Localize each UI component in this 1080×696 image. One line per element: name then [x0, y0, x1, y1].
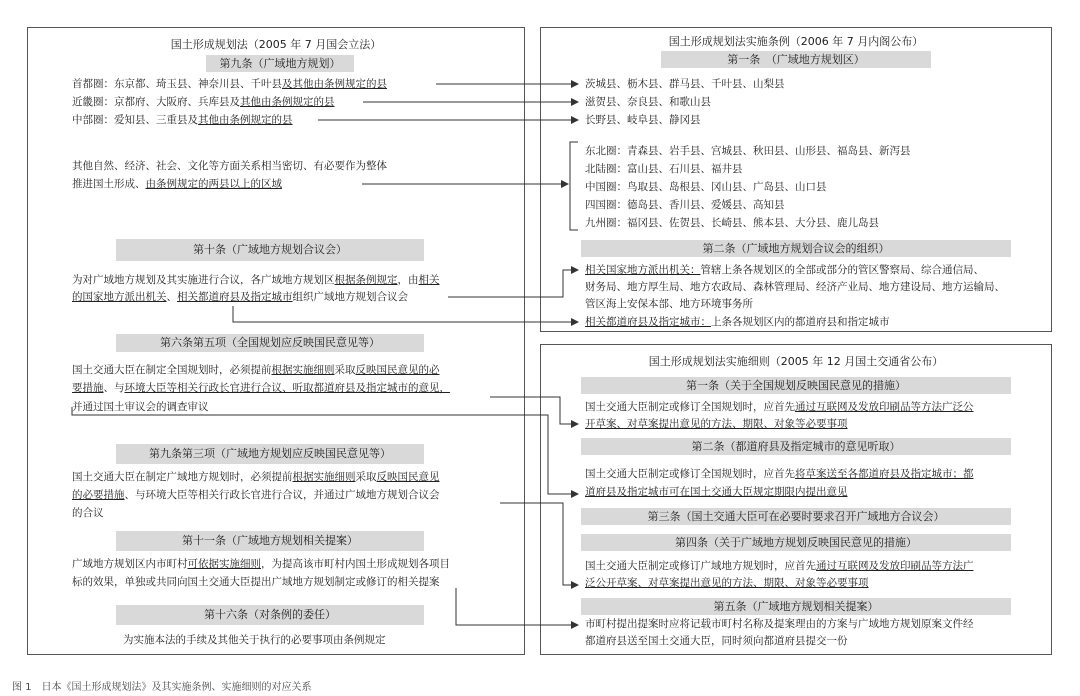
ordinance-art2-line-1: 相关国家地方派出机关：管辖上条各规划区的全部或部分的管区警察局、综合通信局、 [585, 264, 984, 276]
rules-art2-line-2: 道府县及指定城市可在国土交通大臣规定期限内提出意见 [585, 486, 848, 498]
rules-art5-line-2: 都道府县送至国土交通大臣，同时须向都道府县提交一份 [585, 635, 848, 647]
art10-title: 第十条（广域地方规划合议会） [116, 239, 424, 261]
rules-art4-title: 第四条（关于广域地方规划反映国民意见的措施） [581, 534, 1011, 551]
art6-line-1: 国土交通大臣在制定全国规划时，必须提前根据实施细则采取反映国民意见的必 [72, 364, 440, 376]
art9-other-line-1: 其他自然、经济、社会、文化等方面关系相当密切、有必要作为整体 [72, 160, 387, 172]
rules-title: 国土形成规划法实施细则（2005 年 12 月国土交通省公布） [648, 355, 944, 368]
art9-title: 第九条（广域地方规划） [206, 55, 354, 72]
art6-title: 第六条第五项（全国规划应反映国民意见等） [116, 334, 424, 352]
rules-art1-line-1: 国土交通大臣制定或修订全国规划时，应首先通过互联网及发放印刷品等方法广泛公 [585, 401, 974, 413]
rules-art3-title: 第三条（国土交通大臣可在必要时要求召开广域地方合议会） [581, 508, 1011, 525]
rules-art4-line-2: 泛公开草案、对草案提出意见的方法、期限、对象等必要事项 [585, 577, 869, 589]
ordinance-panel [540, 27, 1052, 332]
art11-title: 第十一条（广域地方规划相关提案） [116, 531, 424, 551]
ordinance-art2-title: 第二条（广域地方规划合议会的组织） [581, 240, 1011, 257]
art6-line-2: 要措施、与环境大臣等相关行政长官进行合议、听取都道府县及指定城市的意见， [72, 382, 450, 394]
region-line-4: 四国圈：德岛县、香川县、爱媛县、高知县 [585, 199, 785, 211]
art16-text: 为实施本法的手续及其他关于执行的必要事项由条例规定 [123, 634, 386, 646]
art11-line-1: 广域地方规划区内市町村可依据实施细则，为提高该市町村内国土形成规划各项目 [72, 558, 450, 570]
law-panel [27, 27, 525, 655]
rules-art1-line-2: 开草案、对草案提出意见的方法、期限、对象等必要事项 [585, 418, 848, 430]
art9-line-3: 中部圈：爱知县、三重县及其他由条例规定的县 [72, 114, 293, 126]
ordinance-title: 国土形成规划法实施条例（2006 年 7 月内阁公布） [668, 35, 924, 48]
art9-line-1: 首都圈：东京都、琦玉县、神奈川县、千叶县及其他由条例规定的县 [72, 78, 387, 90]
art10-line-2: 的国家地方派出机关、相关都道府县及指定城市组织广域地方规划合议会 [72, 291, 408, 303]
rules-art5-title: 第五条（广域地方规划相关提案） [581, 598, 1011, 615]
ordinance-art1-line-2: 滋贺县、奈良县、和歌山县 [585, 96, 711, 108]
law-title: 国土形成规划法（2005 年 7 月国会立法） [170, 38, 382, 51]
ordinance-art1-line-3: 长野县、岐阜县、静冈县 [585, 114, 701, 126]
region-line-2: 北陆圈：富山县、石川县、福井县 [585, 163, 743, 175]
region-line-5: 九州圈：福冈县、佐贺县、长崎县、熊本县、大分县、鹿儿岛县 [585, 217, 879, 229]
art9-other-line-2: 推进国土形成、由条例规定的两县以上的区域 [72, 178, 282, 190]
rules-art2-title: 第二条（都道府县及指定城市的意见听取） [581, 438, 1011, 455]
art9-3-line-1: 国土交通大臣在制定广域地方规划时，必须提前根据实施细则采取反映国民意见 [72, 471, 440, 483]
ordinance-art1-line-1: 茨城县、枥木县、群马县、千叶县、山梨县 [585, 78, 785, 90]
art9-3-title: 第九条第三项（广域地方规划应反映国民意见等） [116, 444, 424, 464]
art9-3-line-2: 的必要措施、与环境大臣等相关行政长官进行合议，并通过广域地方规划合议会 [72, 489, 440, 501]
ordinance-art2-line-2: 财务局、地方厚生局、地方农政局、森林管理局、经济产业局、地方建设局、地方运输局、 [585, 281, 1005, 293]
ordinance-art2-line-3: 管区海上安保本部、地方环境事务所 [585, 298, 753, 310]
rules-art2-line-1: 国土交通大臣制定或修订全国规划时，应首先将草案送至各都道府县及指定城市；都 [585, 468, 974, 480]
art10-line-1: 为对广域地方规划及其实施进行合议，各广域地方规划区根据条例规定，由相关 [72, 274, 440, 286]
rules-art5-line-1: 市町村提出提案时应将记载市町村名称及提案理由的方案与广域地方规划原案文件经 [585, 618, 974, 630]
art6-line-3: 并通过国土审议会的调查审议 [72, 401, 209, 413]
region-line-3: 中国圈：鸟取县、岛根县、冈山县、广岛县、山口县 [585, 181, 827, 193]
rules-art1-title: 第一条（关于全国规划反映国民意见的措施） [581, 377, 1011, 394]
art16-title: 第十六条（对条例的委任） [116, 605, 424, 625]
art9-3-line-3: 的合议 [72, 507, 104, 519]
rules-panel [540, 344, 1052, 655]
art11-line-2: 标的效果，单独或共同向国土交通大臣提出广域地方规划制定或修订的相关提案 [72, 576, 440, 588]
rules-art4-line-1: 国土交通大臣制定或修订广域地方规划时，应首先通过互联网及发放印刷品等方法广 [585, 560, 974, 572]
region-line-1: 东北圈：青森县、岩手县、宫城县、秋田县、山形县、福岛县、新泻县 [585, 145, 911, 157]
ordinance-art2-line-4: 相关都道府县及指定城市：上条各规划区内的都道府县和指定城市 [585, 316, 890, 328]
ordinance-art1-title: 第一条 （广域地方规划区） [661, 51, 931, 68]
art9-line-2: 近畿圈：京都府、大阪府、兵库县及其他由条例规定的县 [72, 96, 335, 108]
figure-caption: 图 1 日本《国土形成规划法》及其实施条例、实施细则的对应关系 [12, 682, 312, 693]
